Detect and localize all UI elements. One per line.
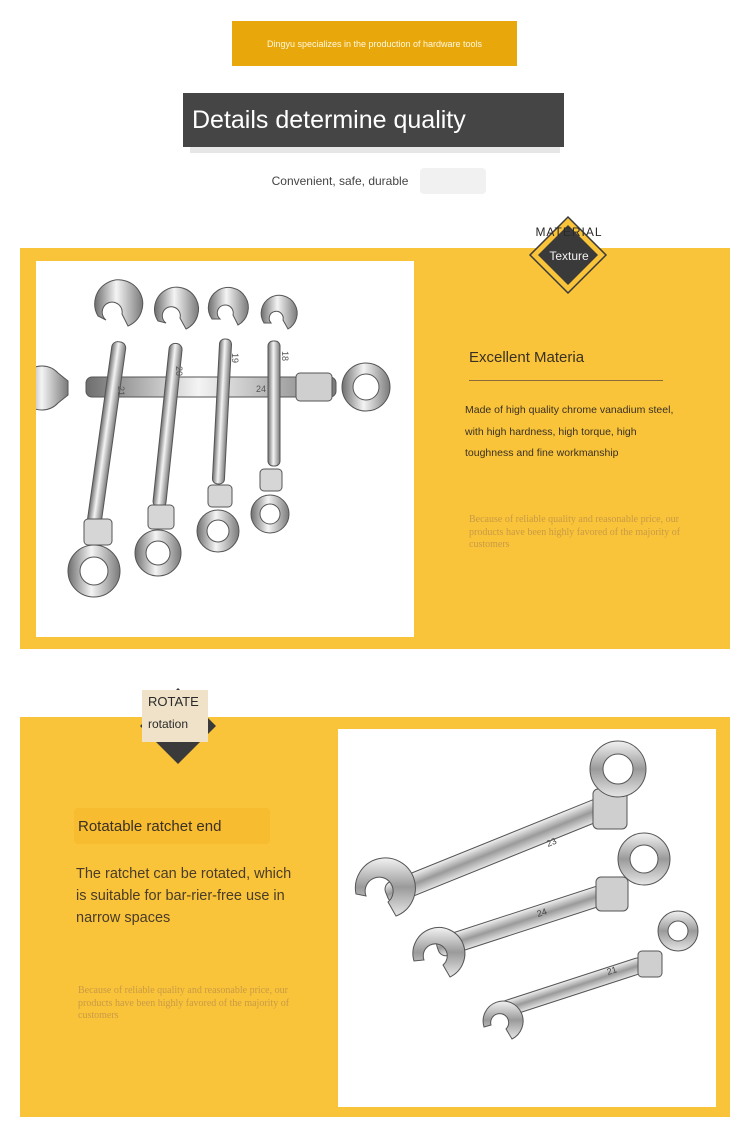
size-label-21: 21 [116, 386, 126, 397]
wrench-set-photo [36, 261, 414, 637]
wrench-20 [135, 287, 199, 576]
bar-size-label: 24 [256, 384, 267, 394]
headline-text: Details determine quality [192, 105, 466, 134]
top-banner [232, 21, 517, 66]
headline-shadow [190, 147, 560, 153]
size-label-20: 20 [174, 366, 184, 377]
size-label-21b: 21 [605, 964, 619, 977]
headline-bar [183, 93, 564, 147]
rotate-note: Because of reliable quality and reasonable price, our products have been highly favored of the majority of customers [78, 985, 290, 1021]
ratchet-wrench-illustration [338, 729, 716, 1107]
material-description: Made of high quality chrome vanadium steel, with high hardness, high torque, high toughness and fine workmanship [465, 404, 674, 459]
badge-rotate-top: ROTATE [148, 694, 199, 709]
wrench-21 [68, 280, 143, 597]
wrench-set-illustration [36, 261, 414, 637]
badge-material-top: MATERIAL [535, 225, 603, 239]
material-divider [469, 380, 663, 381]
rotate-description: The ratchet can be rotated, which is suitable for bar-rier-free use in narrow spaces [76, 866, 292, 926]
badge-material-label: Texture [549, 249, 589, 263]
wrench-18 [251, 295, 297, 533]
ratchet-wrench-photo [338, 729, 716, 1107]
size-label-19: 19 [230, 353, 240, 364]
badge-rotate-label: rotation [148, 717, 189, 731]
material-title: Excellent Materia [469, 349, 585, 366]
holder-bar [36, 363, 390, 411]
subline-text: Convenient, safe, durable [271, 174, 409, 188]
wrench-19 [197, 287, 248, 552]
size-label-23: 23 [545, 835, 559, 849]
ratchet-wrench-24 [413, 833, 670, 977]
rotate-title: Rotatable ratchet end [78, 818, 222, 835]
banner-text: Dingyu specializes in the production of hardware tools [266, 38, 483, 49]
size-label-18: 18 [280, 351, 290, 362]
size-label-24: 24 [535, 906, 549, 919]
material-note: Because of reliable quality and reasonable price, our products have been highly favored of the majority of customers [469, 514, 681, 550]
